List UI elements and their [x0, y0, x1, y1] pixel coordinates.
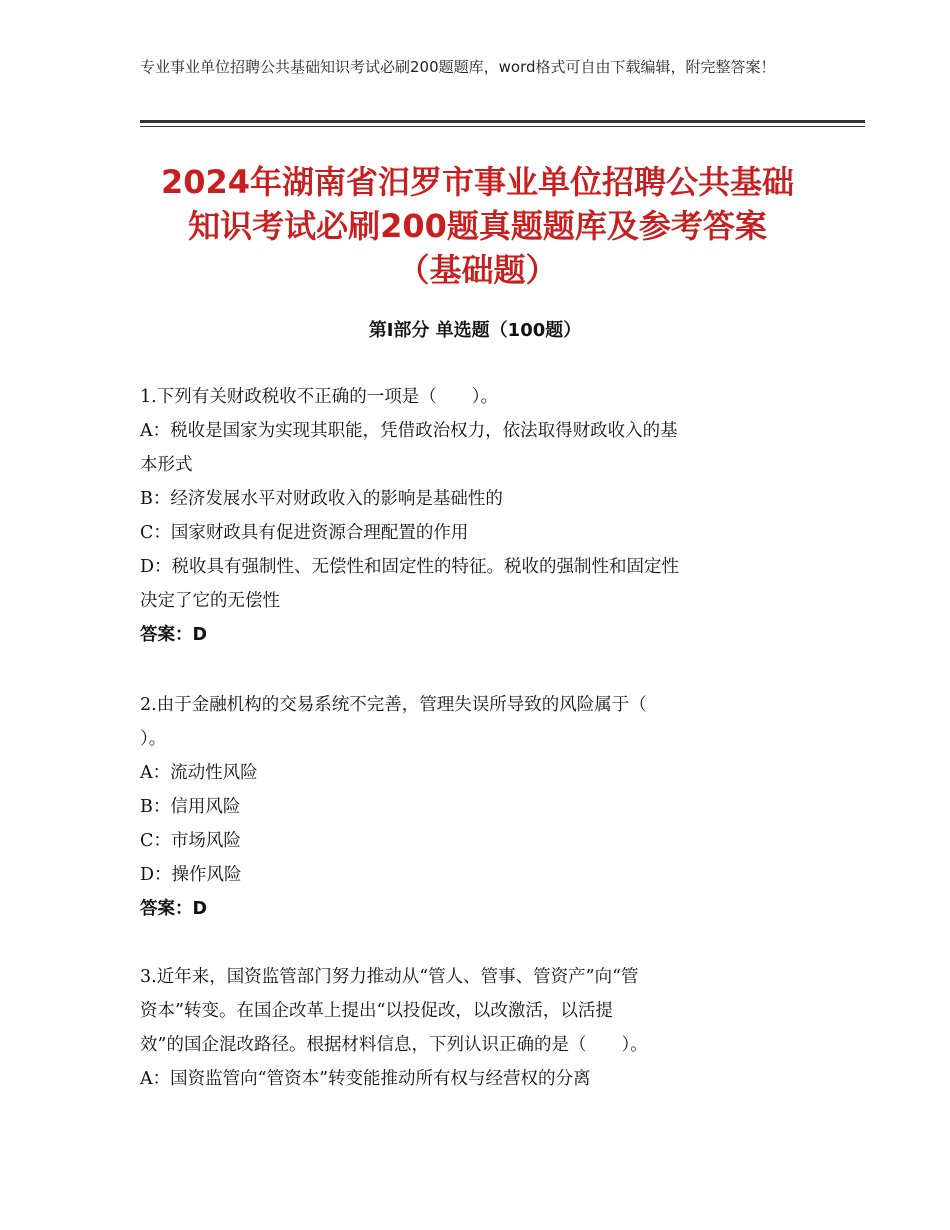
option-b: B：信用风险 [140, 797, 241, 817]
question-1 [140, 380, 810, 652]
option-a: A：国资监管向“管资本”转变能推动所有权与经营权的分离 [140, 1069, 591, 1089]
question-stem: 3.近年来，国资监管部门努力推动从“管人、管事、管资产”向“管 [140, 967, 639, 987]
header-rule-thick [140, 120, 865, 123]
option-d: D：操作风险 [140, 865, 242, 885]
title-line: 知识考试必刷200题真题题库及参考答案 [188, 207, 767, 245]
question-stem-cont: 资本”转变。在国企改革上提出“以投促改，以改激活，以活提 [140, 1001, 613, 1021]
question-stem: 1.下列有关财政税收不正确的一项是（ ）。 [140, 387, 498, 407]
option-d: D：税收具有强制性、无偿性和固定性的特征。税收的强制性和固定性 [140, 557, 680, 577]
question-3 [140, 960, 810, 1096]
question-2 [140, 688, 810, 926]
title-line: 2024年湖南省汨罗市事业单位招聘公共基础 [160, 163, 795, 201]
header-note [140, 56, 780, 78]
question-stem: 2.由于金融机构的交易系统不完善，管理失误所导致的风险属于（ [140, 695, 647, 715]
header-rule-thin [140, 126, 865, 127]
option-a: A：流动性风险 [140, 763, 258, 783]
title-line: （基础题） [397, 251, 558, 289]
answer: 答案：D [140, 625, 208, 645]
answer: 答案：D [140, 899, 208, 919]
option-c: C：国家财政具有促进资源合理配置的作用 [140, 523, 469, 543]
option-b: B：经济发展水平对财政收入的影响是基础性的 [140, 489, 503, 509]
question-stem-cont: 效”的国企混改路径。根据材料信息，下列认识正确的是（ ）。 [140, 1035, 648, 1055]
option-d-cont: 决定了它的无偿性 [140, 591, 280, 611]
option-a-cont: 本形式 [140, 455, 193, 475]
header-note-text: 专业事业单位招聘公共基础知识考试必刷200题题库，word格式可自由下载编辑，附完整答案！ [140, 58, 776, 76]
question-stem-cont: ）。 [140, 729, 167, 749]
document-title [120, 160, 835, 292]
option-a: A：税收是国家为实现其职能，凭借政治权力，依法取得财政收入的基 [140, 421, 678, 441]
section-heading: 第Ⅰ部分 单选题（100题） [368, 320, 582, 341]
option-c: C：市场风险 [140, 831, 241, 851]
